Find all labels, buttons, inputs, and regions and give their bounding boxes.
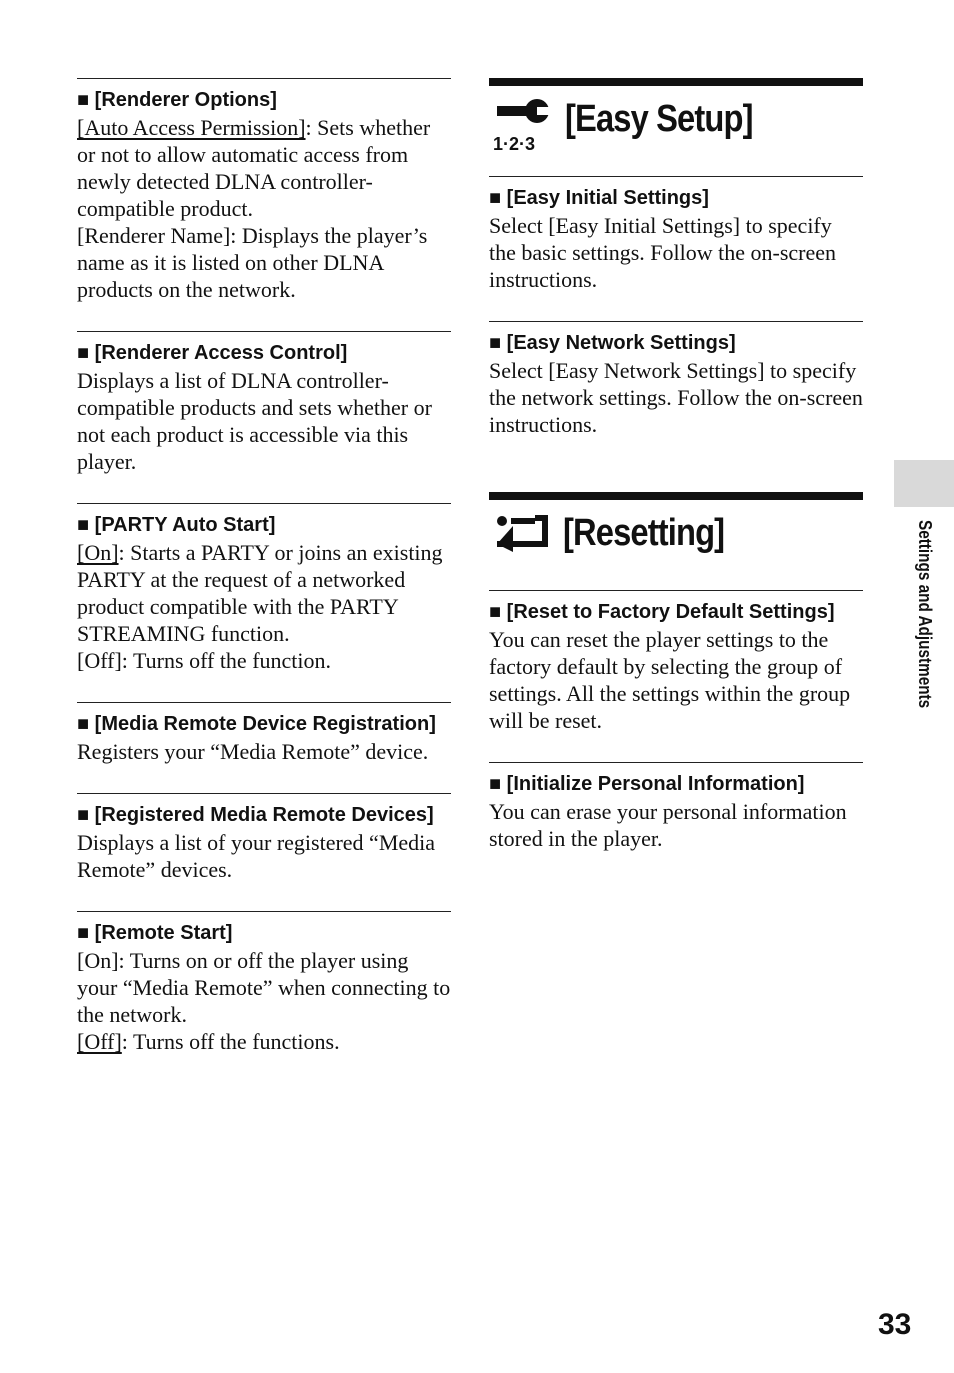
- section-initialize-personal-info: [489, 762, 863, 852]
- right-column: [489, 78, 863, 852]
- square-bullet-icon: ■: [77, 922, 90, 944]
- square-bullet-icon: ■: [77, 89, 90, 111]
- section-body: [Off]: Turns off the functions.: [77, 1029, 340, 1054]
- square-bullet-icon: ■: [77, 342, 90, 364]
- reset-icon: [493, 512, 551, 552]
- square-bullet-icon: ■: [77, 713, 90, 735]
- section-title: ■ [Reset to Factory Default Settings]: [489, 601, 835, 623]
- easy-setup-icon-label: 1·2·3: [493, 134, 536, 152]
- square-bullet-icon: ■: [489, 773, 502, 795]
- section-title: ■ [Renderer Options]: [77, 89, 277, 111]
- wrench-icon: [491, 94, 553, 152]
- square-bullet-icon: ■: [489, 332, 502, 354]
- section-title: ■ [Easy Initial Settings]: [489, 187, 709, 209]
- section-renderer-access-control: [77, 331, 451, 475]
- section-body: [Off]: Turns off the function.: [77, 648, 332, 673]
- section-body: [On]: Turns on or off the player using your “Media Remote” when connecting to the network.: [77, 948, 451, 1027]
- section-body: [On]: Starts a PARTY or joins an existing PARTY at the request of a networked product compatible with the PARTY STREAMING function.: [77, 540, 443, 646]
- square-bullet-icon: ■: [77, 804, 90, 826]
- section-body: Select [Easy Network Settings] to specify the network settings. Follow the on-screen instructions.: [489, 358, 863, 437]
- square-bullet-icon: ■: [489, 187, 502, 209]
- section-title: ■ [Media Remote Device Registration]: [77, 713, 436, 735]
- section-renderer-options: [77, 78, 451, 303]
- section-body: Displays a list of DLNA controller-compatible products and sets whether or not each product is accessible via this player.: [77, 368, 432, 474]
- page-number: 33: [878, 1308, 912, 1341]
- left-column: [77, 78, 451, 1055]
- section-title: ■ [PARTY Auto Start]: [77, 514, 276, 536]
- section-media-remote-registration: [77, 702, 451, 765]
- section-reset-factory-default: [489, 590, 863, 734]
- section-easy-initial-settings: [489, 176, 863, 293]
- section-title: ■ [Remote Start]: [77, 922, 233, 944]
- section-title: ■ [Easy Network Settings]: [489, 332, 736, 354]
- resetting-heading-block: [489, 492, 863, 590]
- section-title: ■ [Renderer Access Control]: [77, 342, 348, 364]
- section-easy-network-settings: [489, 321, 863, 438]
- section-title: ■ [Registered Media Remote Devices]: [77, 804, 434, 826]
- section-body: Select [Easy Initial Settings] to specify the basic settings. Follow the on-screen instructions.: [489, 213, 837, 292]
- easy-setup-heading-block: [489, 78, 863, 176]
- side-tab-label: Settings and Adjustments: [915, 520, 935, 709]
- section-title: ■ [Initialize Personal Information]: [489, 773, 805, 795]
- section-body: Registers your “Media Remote” device.: [77, 739, 429, 764]
- section-registered-media-remote: [77, 793, 451, 883]
- square-bullet-icon: ■: [77, 514, 90, 536]
- section-body: You can reset the player settings to the factory default by selecting the group of settings. All the settings within the group will be reset.: [489, 627, 851, 733]
- section-remote-start: [77, 911, 451, 1055]
- resetting-title: [Resetting]: [563, 512, 725, 554]
- square-bullet-icon: ■: [489, 601, 502, 623]
- section-body: [Renderer Name]: Displays the player’s name as it is listed on other DLNA products on the network.: [77, 223, 428, 302]
- section-body: You can erase your personal information stored in the player.: [489, 799, 847, 851]
- section-party-auto-start: [77, 503, 451, 674]
- section-body: Displays a list of your registered “Media Remote” devices.: [77, 830, 436, 882]
- section-body: [Auto Access Permission]: Sets whether or not to allow automatic access from newly detected DLNA controller-compatible product.: [77, 115, 431, 221]
- side-tab-marker: [894, 460, 954, 507]
- easy-setup-title: [Easy Setup]: [565, 98, 753, 140]
